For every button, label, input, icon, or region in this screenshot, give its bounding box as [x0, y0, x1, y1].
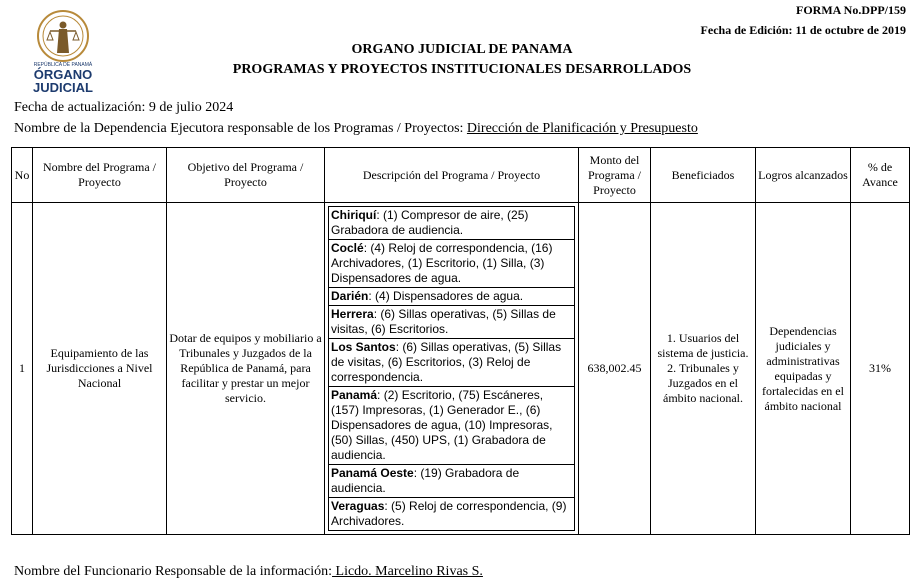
description-list — [328, 206, 575, 531]
cell-nombre: Equipamiento de las Jurisdicciones a Nivel Nacional — [33, 203, 167, 535]
header-nombre: Nombre del Programa / Proyecto — [33, 148, 167, 203]
responsible-label: Nombre del Funcionario Responsable de la información: — [14, 564, 333, 579]
description-item: Herrera: (6) Sillas operativas, (5) Sillas de visitas, (6) Escritorios. — [328, 305, 575, 339]
header-logros: Logros alcanzados — [756, 148, 851, 203]
description-item: Coclé: (4) Reloj de correspondencia, (16) Archivadores, (1) Escritorio, (1) Silla, (3) Dispensadores de agua. — [328, 239, 575, 288]
cell-avance: 31% — [851, 203, 910, 535]
document-title: ORGANO JUDICIAL DE PANAMA — [351, 42, 573, 57]
description-item: Panamá Oeste: (19) Grabadora de audiencia. — [328, 464, 575, 498]
update-date-value: 9 de julio 2024 — [148, 100, 234, 115]
dependency-label: Nombre de la Dependencia Ejecutora responsable de los Programas / Proyectos: — [14, 121, 464, 136]
table-row — [12, 203, 910, 535]
responsible-official — [14, 564, 483, 580]
responsible-value: Licdo. Marcelino Rivas S. — [332, 564, 483, 579]
update-date-label: Fecha de actualización: — [14, 100, 146, 115]
dependency — [14, 121, 698, 137]
svg-text:REPÚBLICA DE PANAMÁ: REPÚBLICA DE PANAMÁ — [33, 62, 93, 68]
description-item: Veraguas: (5) Reloj de correspondencia, (9) Archivadores. — [328, 497, 575, 531]
edition-date: Fecha de Edición: 11 de octubre de 2019 — [700, 23, 906, 37]
dependency-value: Dirección de Planificación y Presupuesto — [466, 121, 698, 136]
cell-objetivo: Dotar de equipos y mobiliario a Tribunales y Juzgados de la República de Panamá, para facilitar y prestar un mejor servicio. — [167, 203, 325, 535]
description-item: Panamá: (2) Escritorio, (75) Escáneres, (157) Impresoras, (1) Generador E., (6) Dispensadores de agua, (10) Impresoras, (50) Sillas, (450) UPS, (1) Grabadora de audiencia. — [328, 386, 575, 465]
cell-logros: Dependencias judiciales y administrativas equipadas y fortalecidas en el ámbito nacional — [756, 203, 851, 535]
form-number: FORMA No.DPP/159 — [796, 3, 906, 17]
update-date — [14, 100, 233, 116]
svg-text:ÓRGANO: ÓRGANO — [33, 67, 93, 82]
svg-text:JUDICIAL: JUDICIAL — [33, 80, 93, 95]
header-descripcion: Descripción del Programa / Proyecto — [325, 148, 579, 203]
description-item: Los Santos: (6) Sillas operativas, (5) Sillas de visitas, (6) Escritorios, (3) Reloj de correspondencia. — [328, 338, 575, 387]
document-subtitle: PROGRAMAS Y PROYECTOS INSTITUCIONALES DESARROLLADOS — [232, 62, 692, 77]
header-no: No — [12, 148, 33, 203]
description-item: Darién: (4) Dispensadores de agua. — [328, 287, 575, 306]
cell-beneficiados: 1. Usuarios del sistema de justicia. 2. Tribunales y Juzgados en el ámbito nacional. — [651, 203, 756, 535]
table-header-row — [12, 148, 910, 203]
cell-no: 1 — [12, 203, 33, 535]
header-monto: Monto del Programa / Proyecto — [579, 148, 651, 203]
cell-descripcion — [325, 203, 579, 535]
header-avance: % de Avance — [851, 148, 910, 203]
programs-table — [11, 147, 910, 535]
description-item: Chiriquí: (1) Compresor de aire, (25) Grabadora de audiencia. — [328, 206, 575, 240]
document-title-block — [0, 40, 924, 80]
header-objetivo: Objetivo del Programa / Proyecto — [167, 148, 325, 203]
header-beneficiados: Beneficiados — [651, 148, 756, 203]
cell-monto: 638,002.45 — [579, 203, 651, 535]
